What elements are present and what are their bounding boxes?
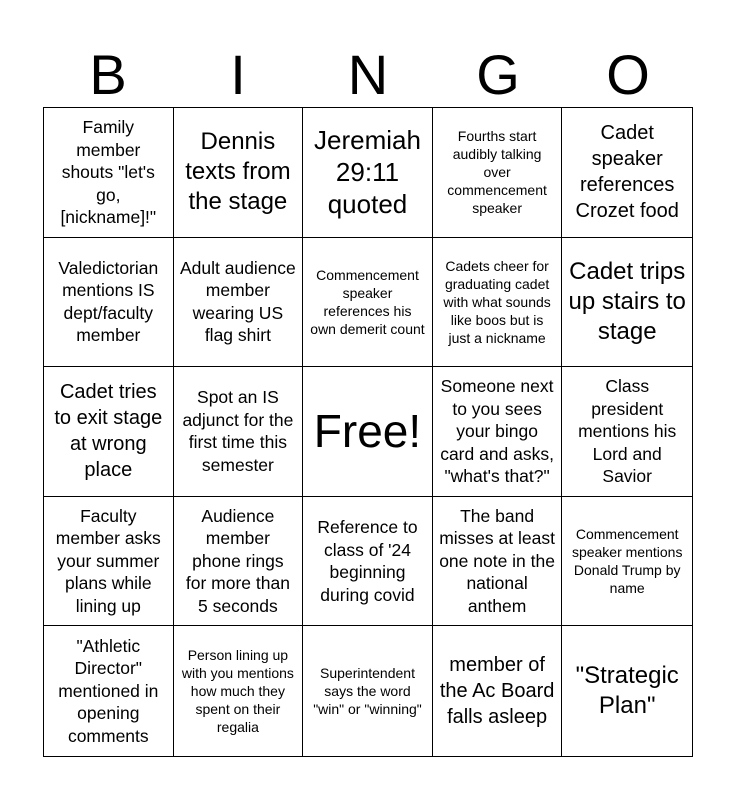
header-letter-n: N (347, 43, 389, 106)
bingo-cell[interactable] (303, 108, 433, 238)
free-space-cell[interactable] (303, 367, 433, 497)
cell-text: Faculty member asks your summer plans while lining up (55, 505, 161, 616)
bingo-cell[interactable] (303, 497, 433, 627)
bingo-cell[interactable] (562, 626, 692, 756)
header-letter-i: I (230, 43, 246, 106)
bingo-cell[interactable] (433, 626, 563, 756)
cell-text: Person lining up with you mentions how much they spent on their regalia (181, 647, 294, 736)
cell-text: Spot an IS adjunct for the first time this semester (182, 387, 294, 475)
cell-text: Commencement speaker mentions Donald Trump by name (571, 526, 683, 597)
header-letter-g: G (476, 43, 520, 106)
header-letter-o: O (606, 43, 650, 106)
cell-text: Valedictorian mentions IS dept/faculty member (58, 257, 159, 346)
bingo-cell[interactable] (562, 367, 692, 497)
cell-text: Commencement speaker references his own demerit count (310, 266, 425, 337)
bingo-cell[interactable] (562, 497, 692, 627)
cell-text: Cadet tries to exit stage at wrong place (54, 381, 163, 482)
bingo-cell[interactable] (174, 108, 304, 238)
cell-text: Reference to class of '24 beginning during covid (317, 517, 418, 605)
cell-text: Family member shouts "let's go, [nickname]!" (60, 117, 157, 228)
bingo-cell[interactable] (174, 367, 304, 497)
bingo-cell[interactable] (174, 238, 304, 368)
cell-text: Cadet trips up stairs to stage (568, 257, 686, 345)
cell-text: "Athletic Director" mentioned in opening comments (58, 635, 159, 746)
cell-text: Someone next to you sees your bingo card and asks, "what's that?" (440, 376, 554, 487)
bingo-cell[interactable] (562, 238, 692, 368)
bingo-cell[interactable] (44, 626, 174, 756)
bingo-cell[interactable] (433, 238, 563, 368)
cell-text: "Strategic Plan" (575, 662, 679, 720)
bingo-cell[interactable] (44, 108, 174, 238)
bingo-cell[interactable] (44, 497, 174, 627)
header-letter-b: B (89, 43, 127, 106)
cell-text: Adult audience member wearing US flag shirt (179, 257, 296, 346)
bingo-header (43, 44, 693, 106)
bingo-cell[interactable] (433, 108, 563, 238)
cell-text: Dennis texts from the stage (185, 128, 291, 216)
cell-text: member of the Ac Board falls asleep (439, 654, 555, 729)
cell-text: Audience member phone rings for more than 5 seconds (185, 505, 290, 616)
bingo-cell[interactable] (44, 238, 174, 368)
bingo-cell[interactable] (433, 497, 563, 627)
bingo-cell[interactable] (303, 626, 433, 756)
cell-text: Superintendent says the word "win" or "winning" (313, 665, 422, 718)
cell-text: Cadet speaker references Crozet food (575, 122, 679, 223)
cell-text: Jeremiah 29:11 quoted (314, 125, 421, 220)
bingo-cell[interactable] (433, 367, 563, 497)
cell-text: Cadets cheer for graduating cadet with what sounds like boos but is just a nickname (443, 257, 551, 346)
cell-text: Class president mentions his Lord and Savior (578, 376, 677, 487)
bingo-cell[interactable] (562, 108, 692, 238)
cell-text: The band misses at least one note in the national anthem (439, 505, 555, 616)
bingo-board (43, 107, 693, 757)
cell-text: Free! (313, 405, 422, 458)
bingo-cell[interactable] (174, 626, 304, 756)
bingo-cell[interactable] (174, 497, 304, 627)
cell-text: Fourths start audibly talking over commencement speaker (447, 128, 547, 217)
bingo-cell[interactable] (303, 238, 433, 368)
bingo-cell[interactable] (44, 367, 174, 497)
